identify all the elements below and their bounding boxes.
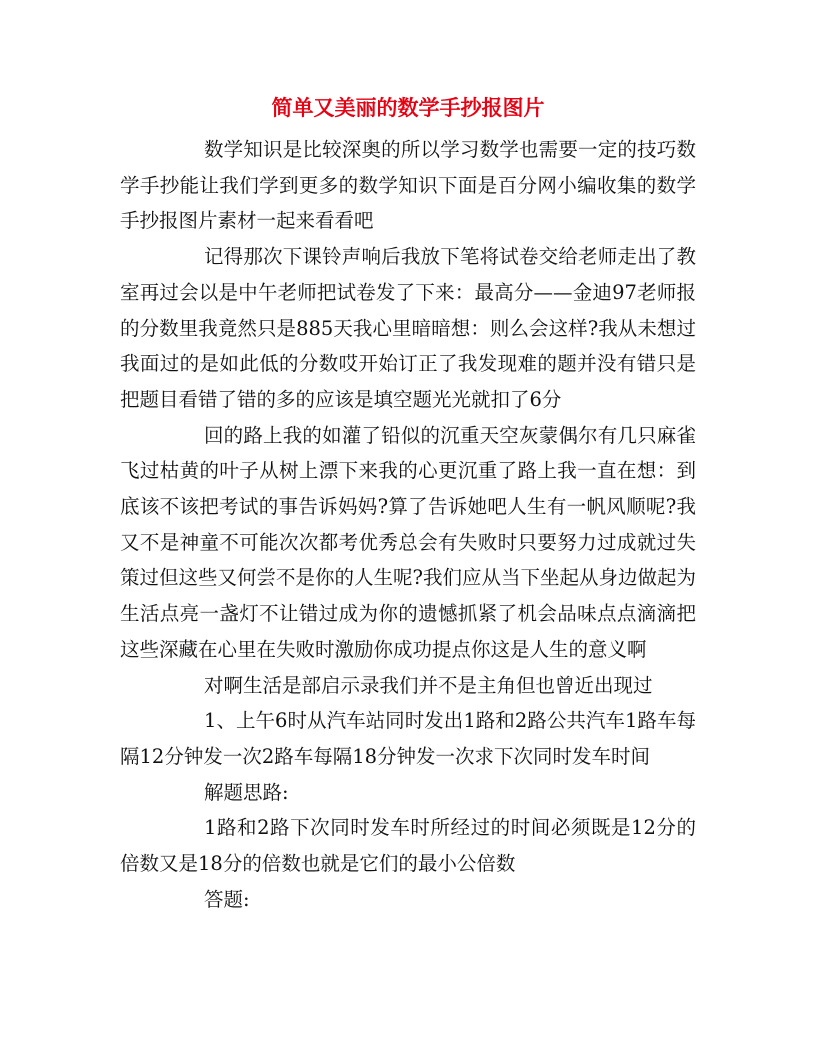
document-body (120, 132, 696, 917)
paragraph-intro: 数学知识是比较深奥的所以学习数学也需要一定的技巧数学手抄能让我们学到更多的数学知识下面是百分网小编收集的数学手抄报图片素材一起来看看吧 (120, 138, 696, 233)
paragraph-solution-idea: 1路和2路下次同时发车时所经过的时间必须既是12分的倍数又是18分的倍数也就是它们的最小公倍数 (120, 816, 696, 876)
page-title: 简单又美丽的数学手抄报图片 (271, 95, 545, 120)
paragraph-solution-heading: 解题思路: (204, 780, 289, 804)
paragraph-problem-1: 1、上午6时从汽车站同时发出1路和2路公共汽车1路车每隔12分钟发一次2路车每隔18分钟发一次求下次同时发车时间 (120, 709, 696, 768)
paragraph-life-reflection: 对啊生活是部启示录我们并不是主角但也曾近出现过 (204, 673, 653, 697)
paragraph-way-home: 回的路上我的如灌了铅似的沉重天空灰蒙偶尔有几只麻雀飞过枯黄的叶子从树上漂下来我的心更沉重了路上我一直在想：到底该不该把考试的事告诉妈妈?算了告诉她吧人生有一帆风顺呢?我又不是神童不可能次次都考优秀总会有失败时只要努力过成就过失策过但这些又何尝不是你的人生呢?我们应从当下坐起从身边做起为生活点亮一盏灯不让错过成为你的遗憾抓紧了机会品味点点滴滴把这些深藏在心里在失败时激励你成功提点你这是人生的意义啊 (120, 423, 696, 661)
paragraph-answer-heading: 答题: (204, 887, 250, 911)
paragraph-exam-memory: 记得那次下课铃声响后我放下笔将试卷交给老师走出了教室再过会以是中午老师把试卷发了下来：最高分——金迪97老师报的分数里我竟然只是885天我心里暗暗想：则么会这样?我从未想过我面过的是如此低的分数哎开始订正了我发现难的题并没有错只是把题目看错了错的多的应该是填空题光光就扣了6分 (120, 245, 696, 411)
